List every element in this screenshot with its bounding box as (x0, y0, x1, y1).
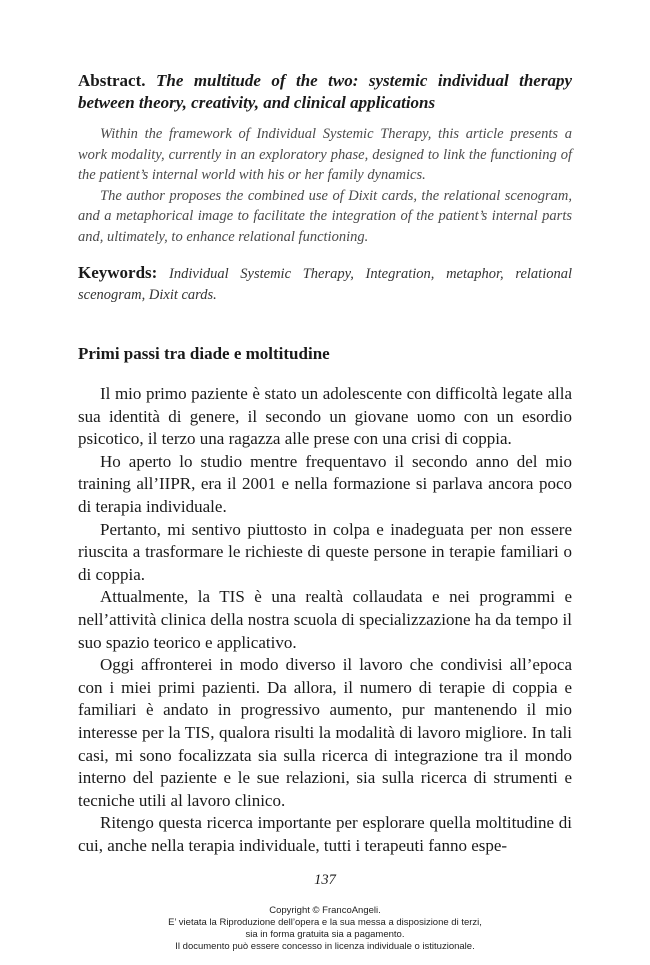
abstract-body (78, 124, 572, 247)
abstract-paragraph: Within the framework of Individual Systemic Therapy, this article presents a work modality, currently in an exploratory phase, designed to link the functioning of the patient’s internal world with his or her family dynamics. (78, 126, 572, 183)
keywords-label: Keywords: (78, 263, 158, 282)
copyright-footer (0, 905, 650, 953)
keywords-text: Individual Systemic Therapy, Integration, metaphor, relational scenogram, Dixit cards. (78, 266, 573, 303)
abstract-paragraph: The author proposes the combined use of Dixit cards, the relational scenogram, and a metaphorical image to facilitate the integration of the patient’s internal parts and, ultimately, to enhance relational functioning. (78, 187, 572, 245)
section-title: Primi passi tra diade e moltitudine (78, 344, 330, 363)
abstract-heading (78, 70, 572, 114)
footer-line: Il documento può essere concesso in licenza individuale o istituzionale. (175, 941, 475, 952)
body-paragraph: Pertanto, mi sentivo piuttosto in colpa e inadeguata per non essere riuscita a trasformare le richieste di queste persone in terapie familiari o di coppia. (78, 519, 572, 584)
footer-line: sia in forma gratuita sia a pagamento. (245, 929, 405, 940)
page-content (78, 70, 572, 857)
body-paragraph: Il mio primo paziente è stato un adolescente con difficoltà legate alla sua identità di genere, il secondo un giovane uomo con un esordio psicotico, il terzo una ragazza alle prese con una crisi di coppia. (78, 384, 572, 449)
body-paragraph: Oggi affronterei in modo diverso il lavoro che condivisi all’epoca con i miei primi pazienti. Da allora, il numero di terapie di coppia e familiari è andato in progressivo aumento, pur mantenendo il mio interesse per la TIS, qualora risulti la modalità di lavoro migliore. In tali casi, mi sono focalizzata sia sulla ricerca di integrazione tra il mondo interno del paziente e le sue relazioni, sia sulla ricerca di strumenti e tecniche utili al lavoro clinico. (78, 655, 572, 810)
section-body (78, 383, 572, 857)
keywords (78, 263, 572, 305)
body-paragraph: Ho aperto lo studio mentre frequentavo il secondo anno del mio training all’IIPR, era il 2001 e nella formazione si parlava ancora poco di terapia individuale. (78, 451, 572, 516)
abstract-label: Abstract. (78, 71, 146, 90)
abstract-title: The multitude of the two: systemic individual therapy between theory, creativity, and clinical applications (78, 71, 573, 112)
footer-line: Copyright © FrancoAngeli. (269, 905, 381, 916)
body-paragraph: Ritengo questa ricerca importante per esplorare quella moltitudine di cui, anche nella terapia individuale, tutti i terapeuti fanno espe- (78, 813, 572, 855)
footer-line: E’ vietata la Riproduzione dell’opera e la sua messa a disposizione di terzi, (168, 917, 482, 928)
body-paragraph: Attualmente, la TIS è una realtà collaudata e nei programmi e nell’attività clinica della nostra scuola di specializzazione ha da tempo il suo spazio teorico e applicativo. (78, 587, 572, 652)
page-number: 137 (314, 872, 336, 888)
